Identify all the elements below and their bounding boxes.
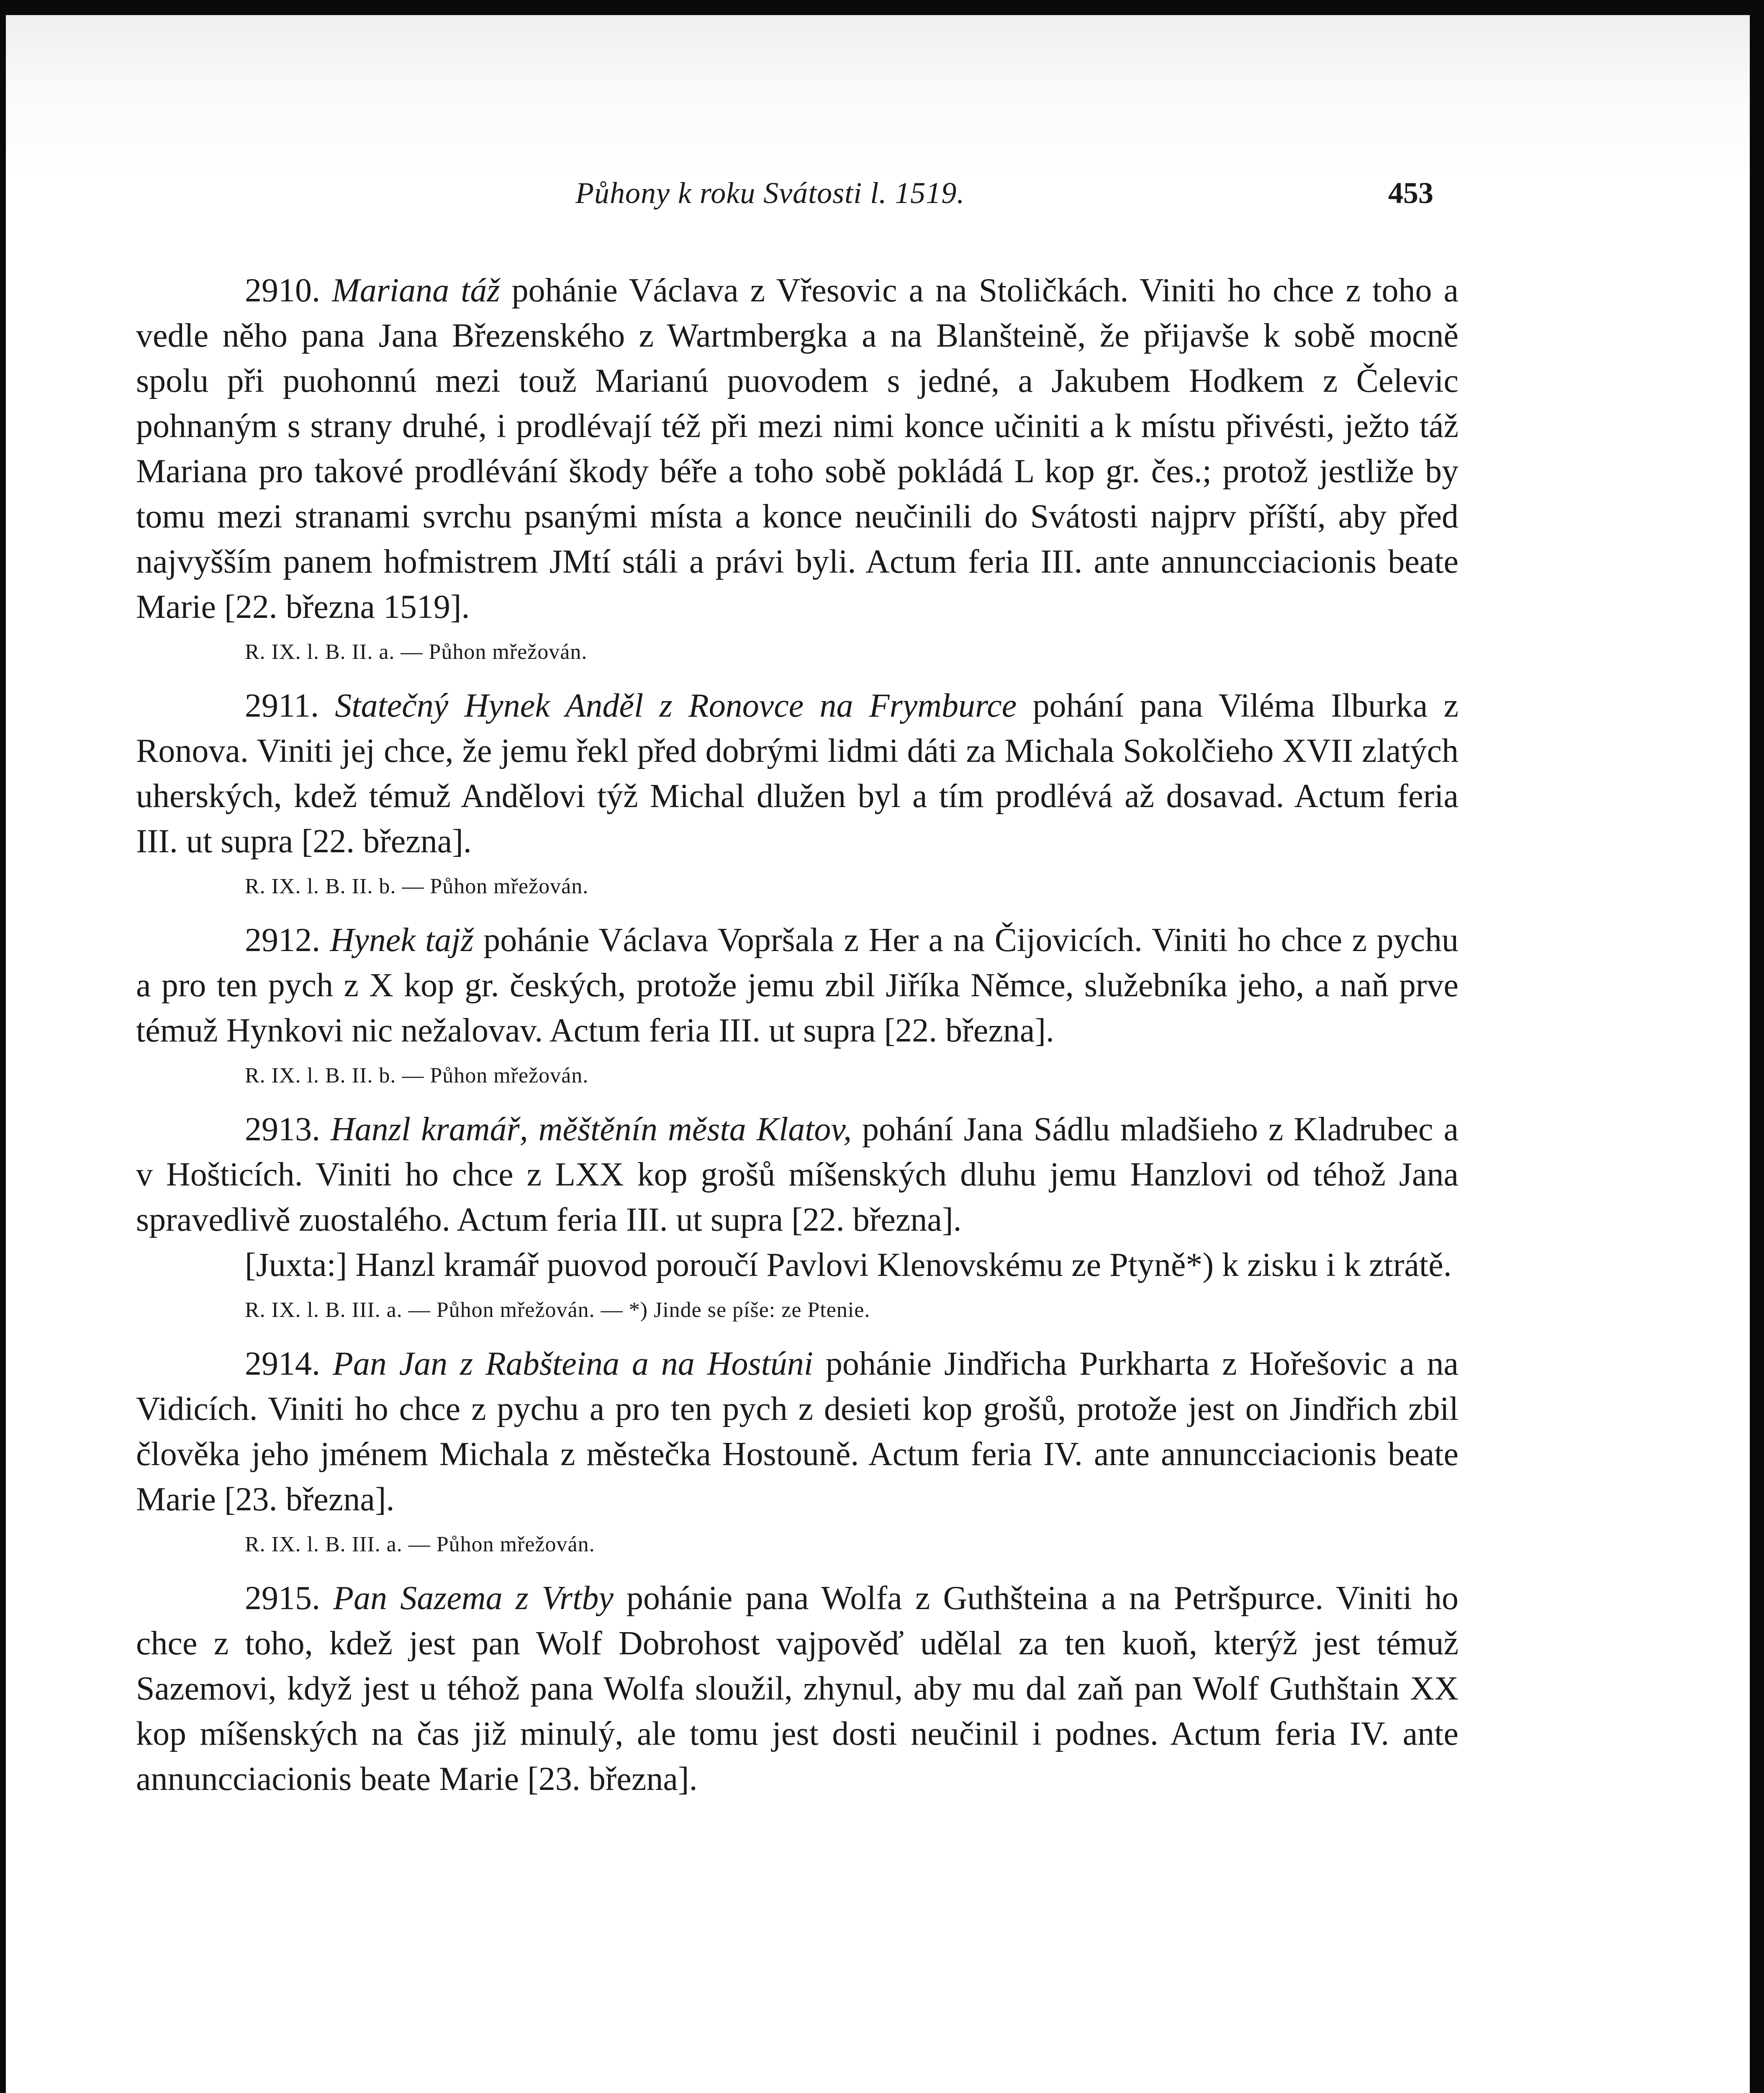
entry-paragraph	[136, 1341, 1458, 1522]
entry-text: pohánie Václava Vopršala z Her a na Čijovicích. Viniti ho chce z pychu a pro ten pych z X kop gr. českých, protože jemu zbil Jiříka Němce, služebníka jeho, a naň prve témuž Hynkovi nic nežalovav. Actum feria III. ut supra [22. března].	[136, 922, 1458, 1049]
page-content	[136, 268, 1458, 1802]
entry-party: Statečný Hynek Anděl z Ronovce na Frymburce	[335, 687, 1017, 724]
entry-reference: R. IX. l. B. III. a. — Půhon mřežován. — *) Jinde se píše: ze Ptenie.	[245, 1298, 870, 1322]
entry-number: 2914.	[245, 1345, 320, 1382]
entry-2914	[136, 1341, 1458, 1561]
entry-reference: R. IX. l. B. II. b. — Půhon mřežován.	[245, 874, 589, 898]
entry-party: Pan Jan z Rabšteina a na Hostúni	[332, 1345, 814, 1382]
entry-number: 2910.	[245, 272, 320, 309]
page-number: 453	[1388, 176, 1433, 210]
entry-text: pohánie Jindřicha Purkharta z Hořešovic a na Vidicích. Viniti ho chce z pychu a pro ten pych z desieti kop grošů, protože jest on Jindřich zbil člověka jeho jménem Michala z městečka Hostouně. Actum feria IV. ante annuncciacionis beate Marie [23. března].	[136, 1345, 1459, 1518]
entry-text: pohání Jana Sádlu mladšieho z Kladrubec a v Hošticích. Viniti ho chce z LXX kop grošů míšenských dluhu jemu Hanzlovi od téhož Jana spravedlivě zuostalého. Actum feria III. ut supra [22. března].	[136, 1111, 1458, 1238]
entry-juxta: [Juxta:] Hanzl kramář puovod poroučí Pavlovi Klenovskému ze Ptyně*) k zisku i k ztrátě.	[245, 1247, 1452, 1283]
entry-2913	[136, 1107, 1458, 1327]
entry-party: Hynek tajž	[330, 922, 474, 959]
entry-number: 2911.	[245, 687, 319, 724]
entry-text: pohánie Václava z Vřesovic a na Stoličkách. Viniti ho chce z toho a vedle něho pana Jana Březenského z Wartmbergka a na Blanšteině, že přijavše k sobě mocně spolu při puohonnú mezi touž Marianú puovodem s jedné, a Jakubem Hodkem z Čelevic pohnaným s strany druhé, i prodlévají též při mezi nimi konce učiniti a k místu přivésti, ježto táž Mariana pro takové prodlévání škody béře a toho sobě pokládá L kop gr. čes.; protož jestliže by tomu mezi stranami svrchu psanými místa a konce neučinili do Svátosti najprv příští, aby před najvyšším panem hofmistrem JMtí stáli a právi byli. Actum feria III. ante annuncciacionis beate Marie [22. března 1519].	[136, 272, 1459, 625]
entry-reference: R. IX. l. B. III. a. — Půhon mřežován.	[245, 1532, 595, 1556]
running-title: Půhony k roku Svátosti l. 1519.	[575, 176, 965, 210]
entry-text: pohání pana Viléma Ilburka z Ronova. Viniti jej chce, že jemu řekl před dobrými lidmi dáti za Michala Sokolčieho XVII zlatých uherských, kdež témuž Andělovi týž Michal dlužen byl a tím prodlévá až dosavad. Actum feria III. ut supra [22. března].	[136, 687, 1459, 860]
entry-party: Pan Sazema z Vrtby	[333, 1580, 614, 1617]
entry-party: Hanzl kramář, měštěnín města Klatov,	[330, 1111, 852, 1148]
entry-number: 2915.	[245, 1580, 320, 1617]
entry-text: pohánie pana Wolfa z Guthšteina a na Petršpurce. Viniti ho chce z toho, kdež jest pan Wolf Dobrohost vajpověď udělal za ten kuoň, kterýž jest témuž Sazemovi, když jest u téhož pana Wolfa sloužil, zhynul, aby mu dal zaň pan Wolf Guthštain XX kop míšenských na čas již minulý, ale tomu jest dosti neučinil i podnes. Actum feria IV. ante annuncciacionis beate Marie [23. března].	[136, 1580, 1459, 1797]
entry-paragraph	[136, 683, 1458, 864]
entry-paragraph	[136, 1107, 1458, 1242]
entry-number: 2912.	[245, 922, 320, 959]
entry-paragraph	[136, 268, 1458, 630]
entry-2912	[136, 918, 1458, 1093]
page-header	[136, 176, 1433, 226]
entry-party: Mariana táž	[332, 272, 500, 309]
entry-2911	[136, 683, 1458, 903]
entry-reference: R. IX. l. B. II. a. — Půhon mřežován.	[245, 640, 588, 664]
entry-number: 2913.	[245, 1111, 320, 1148]
entry-2915	[136, 1576, 1458, 1802]
entry-reference: R. IX. l. B. II. b. — Půhon mřežován.	[245, 1064, 589, 1088]
entry-paragraph	[136, 1576, 1458, 1802]
entry-2910	[136, 268, 1458, 669]
entry-paragraph	[136, 918, 1458, 1053]
